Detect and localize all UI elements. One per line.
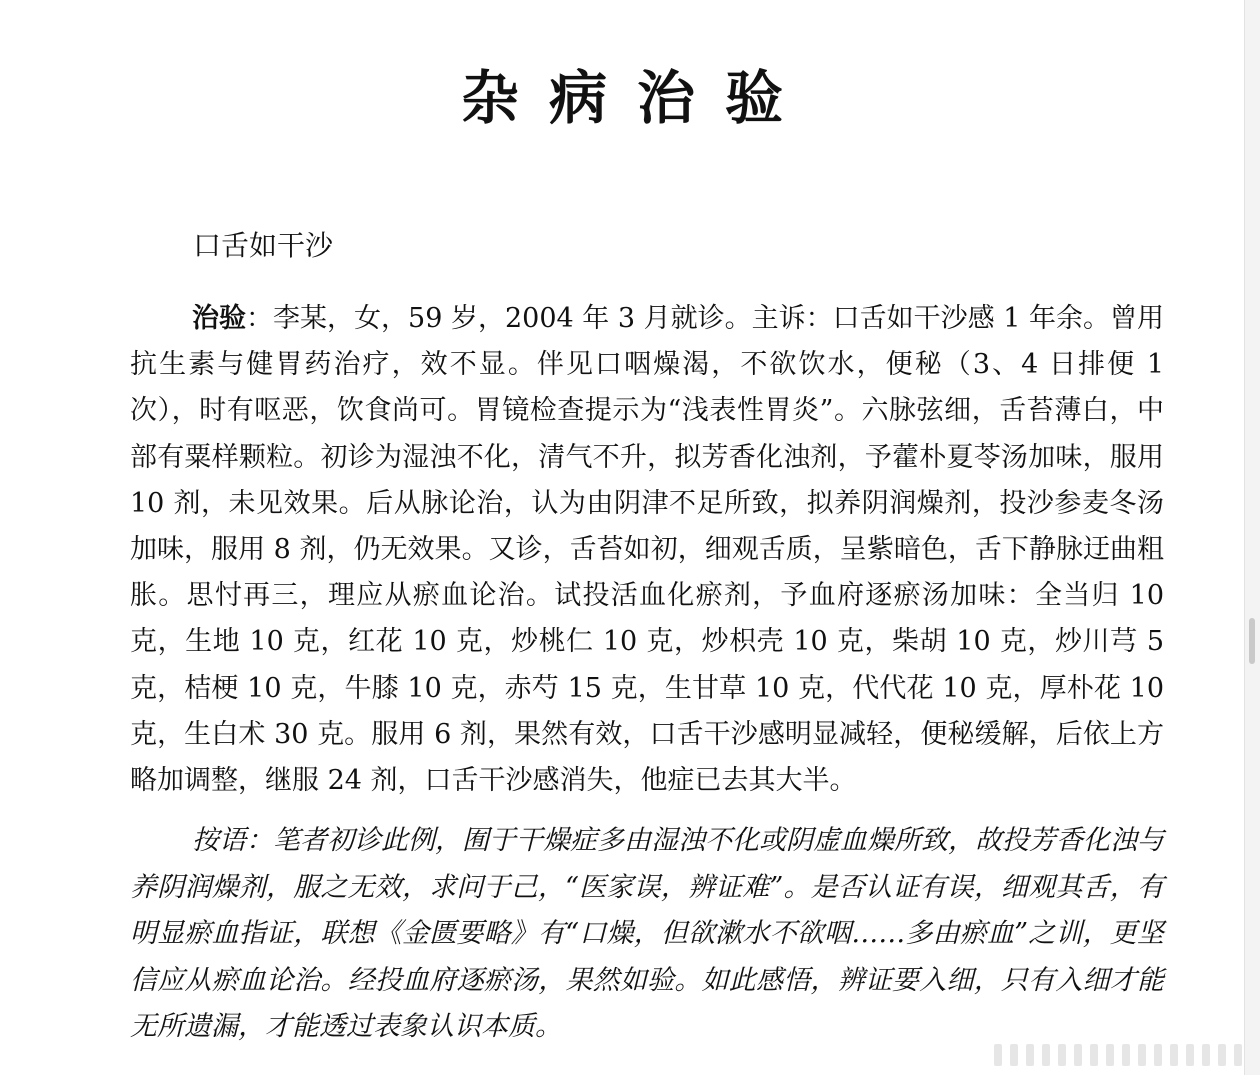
scroll-mark [1106,1044,1114,1066]
case-paragraph [130,296,1164,804]
scroll-mark [1058,1044,1066,1066]
case-label: 治验 [192,303,247,334]
scroll-mark [1154,1044,1162,1066]
scroll-mark [1202,1044,1210,1066]
scroll-mark [1234,1044,1242,1066]
scroll-mark [1186,1044,1194,1066]
scroll-mark [1026,1044,1034,1066]
scroll-mark [1170,1044,1178,1066]
scroll-mark [1138,1044,1146,1066]
scroll-mark [1042,1044,1050,1066]
note-paragraph: 按语：笔者初诊此例，囿于干燥症多由湿浊不化或阴虚血燥所致，故投芳香化浊与养阴润燥剂，服之无效，求问于己，“医家误，辨证难”。是否认证有误，细观其舌，有明显瘀血指证，联想《金匮要略》有“口燥，但欲漱水不欲咽……多由瘀血”之训，更坚信应从瘀血论治。经投血府逐瘀汤，果然如验。如此感悟，辨证要入细，只有入细才能无所遗漏，才能透过表象认识本质。 [130,825,1164,1042]
section-heading: 口舌如干沙 [193,229,334,262]
scroll-thumb[interactable] [1249,618,1255,664]
scroll-mark [1090,1044,1098,1066]
vertical-scrollbar[interactable] [1244,0,1260,1075]
scroll-mark [1010,1044,1018,1066]
case-text: ：李某，女，59 岁，2004 年 3 月就诊。主诉：口舌如干沙感 1 年余。曾用抗生素与健胃药治疗，效不显。伴见口咽燥渴，不欲饮水，便秘（3、4 日排便 1 次），时有呕恶，饮食尚可。胃镜检查提示为“浅表性胃炎”。六脉弦细，舌苔薄白，中部有粟样颗粒。初诊为湿浊不化，清气不升，拟芳香化浊剂，予藿朴夏苓汤加味，服用 10 剂，未见效果。后从脉论治，认为由阴津不足所致，拟养阴润燥剂，投沙参麦冬汤加味，服用 8 剂，仍无效果。又诊，舌苔如初，细观舌质，呈紫暗色，舌下静脉迂曲粗胀。思忖再三，理应从瘀血论治。试投活血化瘀剂，予血府逐瘀汤加味：全当归 10 克，生地 10 克，红花 10 克，炒桃仁 10 克，炒枳壳 10 克，柴胡 10 克，炒川芎 5 克，桔梗 10 克，牛膝 10 克，赤芍 15 克，生甘草 10 克，代代花 10 克，厚朴花 10 克，生白术 30 克。服用 6 剂，果然有效，口舌干沙感明显减轻，便秘缓解，后依上方略加调整，继服 24 剂，口舌干沙感消失，他症已去其大半。 [130,303,1165,797]
scroll-mark [1074,1044,1082,1066]
scroll-mark [994,1044,1002,1066]
scroll-mark [1122,1044,1130,1066]
scroll-mark [1218,1044,1226,1066]
page-title: 杂病治验 [460,64,813,132]
scroll-indicator [994,1041,1242,1069]
